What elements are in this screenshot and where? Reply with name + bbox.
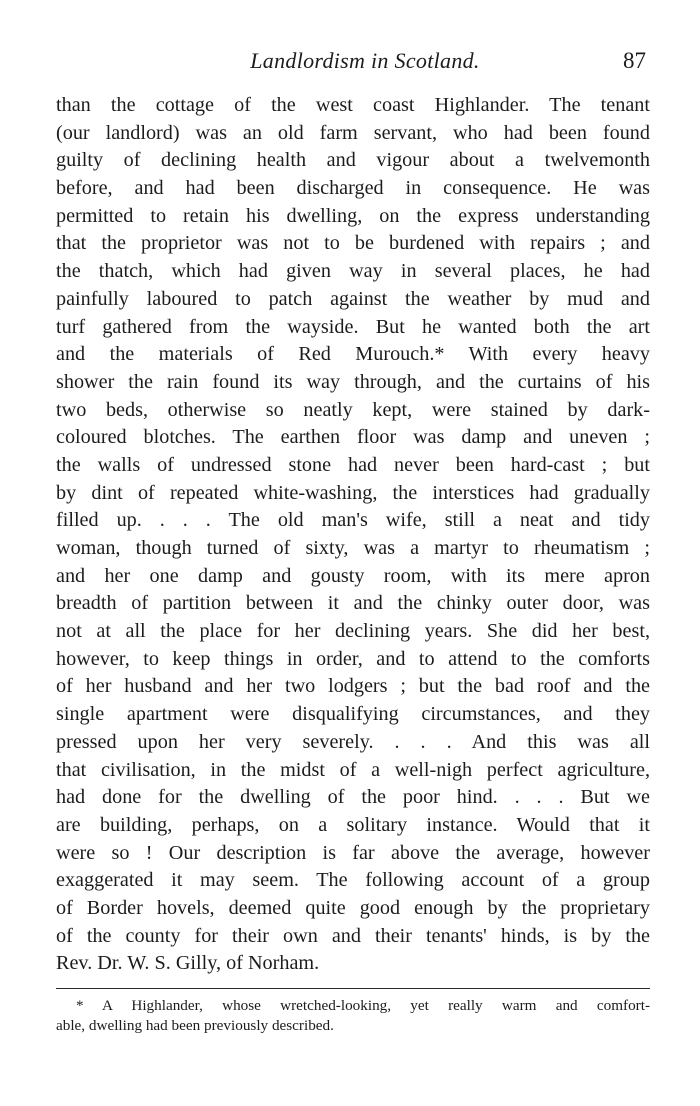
text-line: breadth of partition between it and the chinky outer door, was [56, 592, 650, 615]
text-line: single apartment were disqualifying circumstances, and they [56, 703, 650, 726]
text-line: turf gathered from the wayside. But he wanted both the art [56, 315, 650, 338]
footnote-divider [56, 988, 650, 989]
text-line: two beds, otherwise so neatly kept, were stained by dark- [56, 398, 650, 421]
text-line: however, to keep things in order, and to attend to the comforts [56, 647, 650, 670]
text-line: (our landlord) was an old farm servant, who had been found [56, 121, 650, 144]
footnote-line: able, dwelling had been previously described. [56, 1016, 334, 1034]
text-line: by dint of repeated white-washing, the interstices had gradually [56, 481, 650, 504]
text-line: coloured blotches. The earthen floor was damp and uneven ; [56, 426, 650, 449]
text-line: than the cottage of the west coast Highlander. The tenant [56, 94, 650, 116]
running-header [56, 40, 650, 78]
text-line: that civilisation, in the midst of a well-nigh perfect agriculture, [56, 758, 650, 781]
text-line: the thatch, which had given way in several places, he had [56, 260, 650, 283]
text-line: pressed upon her very severely. . . . And this was all [56, 730, 650, 753]
text-line: painfully laboured to patch against the weather by mud and [56, 287, 650, 310]
book-page [56, 40, 650, 1035]
body-text [56, 92, 650, 978]
text-line: Rev. Dr. W. S. Gilly, of Norham. [56, 952, 320, 975]
text-line: exaggerated it may seem. The following account of a group [56, 869, 650, 892]
text-line: guilty of declining health and vigour about a twelvemonth [56, 149, 650, 172]
text-line: the walls of undressed stone had never been hard-cast ; but [56, 453, 650, 476]
text-line: of her husband and her two lodgers ; but the bad roof and the [56, 675, 650, 698]
text-line: shower the rain found its way through, and the curtains of his [56, 370, 650, 393]
text-line: that the proprietor was not to be burdened with repairs ; and [56, 232, 650, 255]
text-line: and the materials of Red Murouch.* With every heavy [56, 343, 650, 366]
text-line: were so ! Our description is far above the average, however [56, 841, 650, 864]
text-line: filled up. . . . The old man's wife, still a neat and tidy [56, 509, 650, 532]
page-number: 87 [623, 48, 646, 73]
text-line: had done for the dwelling of the poor hind. . . . But we [56, 786, 650, 809]
text-line: of the county for their own and their tenants' hinds, is by the [56, 924, 650, 947]
text-line: permitted to retain his dwelling, on the express understanding [56, 204, 650, 227]
footnote [56, 996, 650, 1035]
text-line: woman, though turned of sixty, was a martyr to rheumatism ; [56, 537, 650, 559]
running-title: Landlordism in Scotland. [250, 48, 480, 73]
footnote-line: * A Highlander, whose wretched-looking, yet really warm and comfort- [76, 997, 650, 1014]
text-line: not at all the place for her declining years. She did her best, [56, 620, 650, 643]
text-line: before, and had been discharged in consequence. He was [56, 177, 650, 200]
text-line: of Border hovels, deemed quite good enough by the proprietary [56, 896, 650, 919]
text-line: and her one damp and gousty room, with its mere apron [56, 564, 650, 587]
text-line: are building, perhaps, on a solitary instance. Would that it [56, 813, 650, 836]
